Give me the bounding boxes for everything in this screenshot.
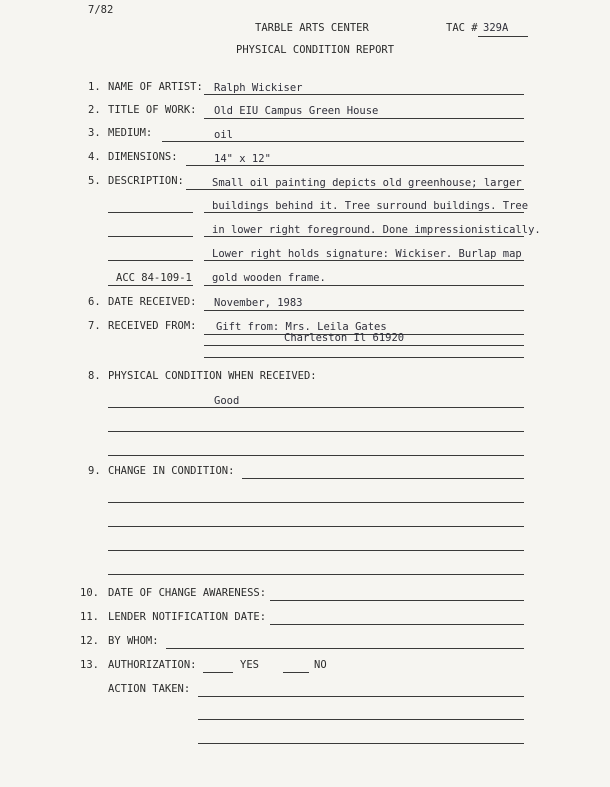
bywhom-line [166, 648, 524, 649]
condition-line-2 [108, 431, 524, 432]
action-line-3 [198, 743, 524, 744]
action-label: ACTION TAKEN: [108, 683, 191, 695]
description-rule-2a [108, 212, 193, 213]
item-number-2: 2. [88, 104, 101, 116]
change-line-1 [242, 478, 524, 479]
description-rule-2b [204, 212, 524, 213]
medium-value: oil [214, 129, 233, 141]
lender-label: LENDER NOTIFICATION DATE: [108, 611, 267, 623]
item-number-1: 1. [88, 81, 101, 93]
item-number-8: 8. [88, 370, 101, 382]
report-title: PHYSICAL CONDITION REPORT [236, 44, 395, 56]
description-line-1: Small oil painting depicts old greenhouse; larger [212, 177, 522, 189]
change-line-4 [108, 550, 524, 551]
artist-line [204, 94, 524, 95]
description-line-3: in lower right foreground. Done impressionistically. [212, 224, 541, 236]
yes-label: YES [240, 659, 259, 671]
change-line-5 [108, 574, 524, 575]
action-line-2 [198, 719, 524, 720]
description-label: DESCRIPTION: [108, 175, 184, 187]
description-rule-5a [108, 285, 193, 286]
artist-label: NAME OF ARTIST: [108, 81, 203, 93]
acc-number: ACC 84-109-1 [116, 272, 192, 284]
yes-checkbox-line [203, 672, 233, 673]
condition-label: PHYSICAL CONDITION WHEN RECEIVED: [108, 370, 317, 382]
medium-label: MEDIUM: [108, 127, 153, 139]
description-rule-4a [108, 260, 193, 261]
description-line-2: buildings behind it. Tree surround buildings. Tree [212, 200, 529, 212]
received-label: DATE RECEIVED: [108, 296, 197, 308]
lender-line [270, 624, 524, 625]
tac-underline [478, 36, 528, 37]
artist-value: Ralph Wickiser [214, 82, 303, 94]
no-checkbox-line [283, 672, 309, 673]
item-number-3: 3. [88, 127, 101, 139]
item-number-9: 9. [88, 465, 101, 477]
description-rule-3b [204, 236, 524, 237]
item-number-5: 5. [88, 175, 101, 187]
description-rule-5b [204, 285, 524, 286]
medium-line [162, 141, 524, 142]
org-name: TARBLE ARTS CENTER [255, 22, 369, 34]
description-rule-1 [186, 189, 524, 190]
item-number-13: 13. [80, 659, 99, 671]
dimensions-value: 14" x 12" [214, 153, 271, 165]
description-line-5: gold wooden frame. [212, 272, 326, 284]
action-line-1 [198, 696, 524, 697]
bywhom-label: BY WHOM: [108, 635, 159, 647]
from-value-1: Gift from: Mrs. Leila Gates [216, 321, 387, 333]
title-label: TITLE OF WORK: [108, 104, 197, 116]
item-number-7: 7. [88, 320, 101, 332]
from-label: RECEIVED FROM: [108, 320, 197, 332]
condition-line-1 [108, 407, 524, 408]
dimensions-line [186, 165, 524, 166]
description-line-4: Lower right holds signature: Wickiser. Burlap map [212, 248, 522, 260]
dimensions-label: DIMENSIONS: [108, 151, 178, 163]
change-line-2 [108, 502, 524, 503]
date-code: 7/82 [88, 4, 114, 16]
change-label: CHANGE IN CONDITION: [108, 465, 235, 477]
description-rule-4b [204, 260, 524, 261]
from-line-3 [204, 357, 524, 358]
item-number-4: 4. [88, 151, 101, 163]
title-line [204, 118, 524, 119]
auth-label: AUTHORIZATION: [108, 659, 197, 671]
change-line-3 [108, 526, 524, 527]
item-number-12: 12. [80, 635, 99, 647]
item-number-10: 10. [80, 587, 99, 599]
received-line [204, 310, 524, 311]
condition-line-3 [108, 455, 524, 456]
title-value: Old EIU Campus Green House [214, 105, 379, 117]
awareness-label: DATE OF CHANGE AWARENESS: [108, 587, 267, 599]
tac-label: TAC # [446, 22, 478, 34]
tac-number: 329A [483, 22, 509, 34]
item-number-11: 11. [80, 611, 99, 623]
description-rule-3a [108, 236, 193, 237]
no-label: NO [314, 659, 327, 671]
received-value: November, 1983 [214, 297, 303, 309]
from-line-2 [204, 345, 524, 346]
item-number-6: 6. [88, 296, 101, 308]
awareness-line [270, 600, 524, 601]
condition-value: Good [214, 395, 240, 407]
from-value-2: Charleston Il 61920 [284, 332, 405, 344]
